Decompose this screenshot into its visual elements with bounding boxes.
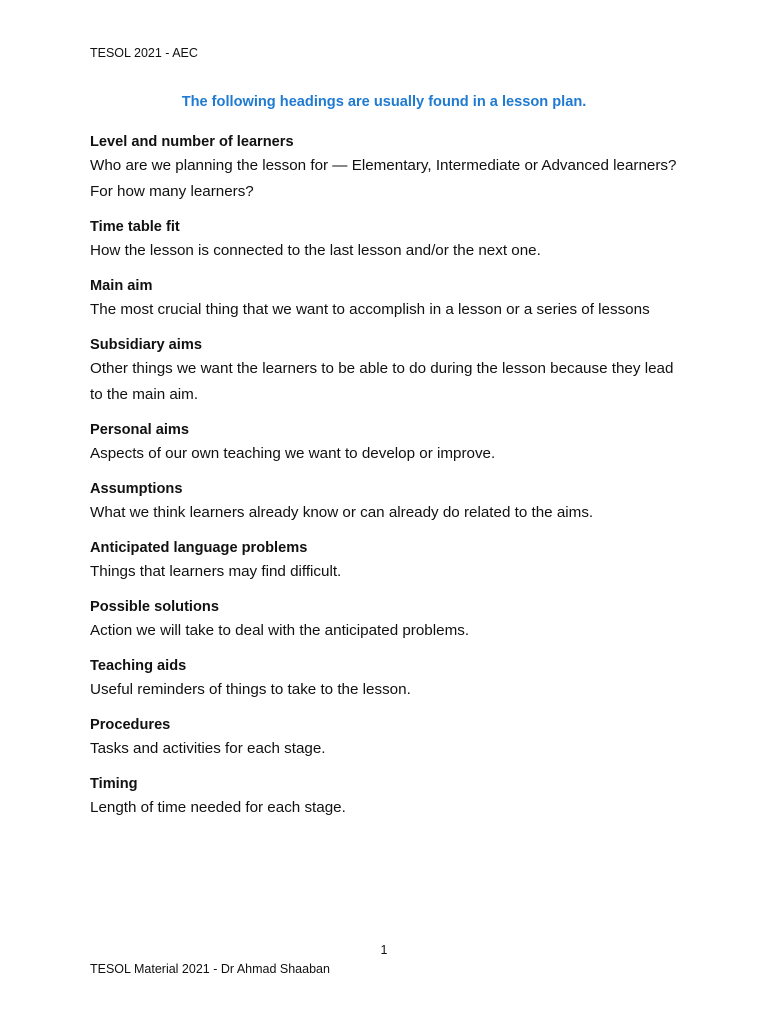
section-level-and-number-of-learners: [90, 131, 690, 205]
lesson-plan-headings-list: [90, 131, 690, 832]
section-description: Things that learners may find difficult.: [90, 563, 342, 580]
section-description: Action we will take to deal with the anticipated problems.: [90, 622, 470, 639]
page-number: 1: [380, 943, 388, 957]
section-description: Other things we want the learners to be able to do during the lesson because they lead to the main aim.: [90, 360, 674, 403]
section-heading: Main aim: [90, 278, 153, 294]
section-subsidiary-aims: [90, 334, 690, 408]
intro-heading: The following headings are usually found in a lesson plan.: [181, 94, 587, 110]
section-anticipated-language-problems: [90, 537, 690, 585]
section-time-table-fit: [90, 216, 690, 264]
section-heading: Procedures: [90, 717, 171, 733]
section-description: Useful reminders of things to take to the lesson.: [90, 681, 411, 698]
page-header: TESOL 2021 - AEC: [90, 46, 198, 60]
section-description: Aspects of our own teaching we want to develop or improve.: [90, 445, 496, 462]
section-description: Who are we planning the lesson for — Elementary, Intermediate or Advanced learners? For how many learners?: [90, 157, 677, 200]
section-description: Length of time needed for each stage.: [90, 799, 346, 816]
section-timing: [90, 773, 690, 821]
section-assumptions: [90, 478, 690, 526]
page-footer: TESOL Material 2021 - Dr Ahmad Shaaban: [90, 962, 330, 976]
section-description: What we think learners already know or can already do related to the aims.: [90, 504, 594, 521]
section-heading: Anticipated language problems: [90, 540, 308, 556]
section-teaching-aids: [90, 655, 690, 703]
section-heading: Time table fit: [90, 219, 180, 235]
section-main-aim: [90, 275, 690, 323]
section-possible-solutions: [90, 596, 690, 644]
section-heading: Level and number of learners: [90, 134, 294, 150]
section-description: How the lesson is connected to the last lesson and/or the next one.: [90, 242, 541, 259]
section-heading: Timing: [90, 776, 138, 792]
section-personal-aims: [90, 419, 690, 467]
section-heading: Personal aims: [90, 422, 189, 438]
section-heading: Subsidiary aims: [90, 337, 202, 353]
section-heading: Teaching aids: [90, 658, 187, 674]
section-description: Tasks and activities for each stage.: [90, 740, 326, 757]
section-procedures: [90, 714, 690, 762]
section-description: The most crucial thing that we want to accomplish in a lesson or a series of lessons: [90, 301, 650, 318]
section-heading: Possible solutions: [90, 599, 219, 615]
section-heading: Assumptions: [90, 481, 183, 497]
